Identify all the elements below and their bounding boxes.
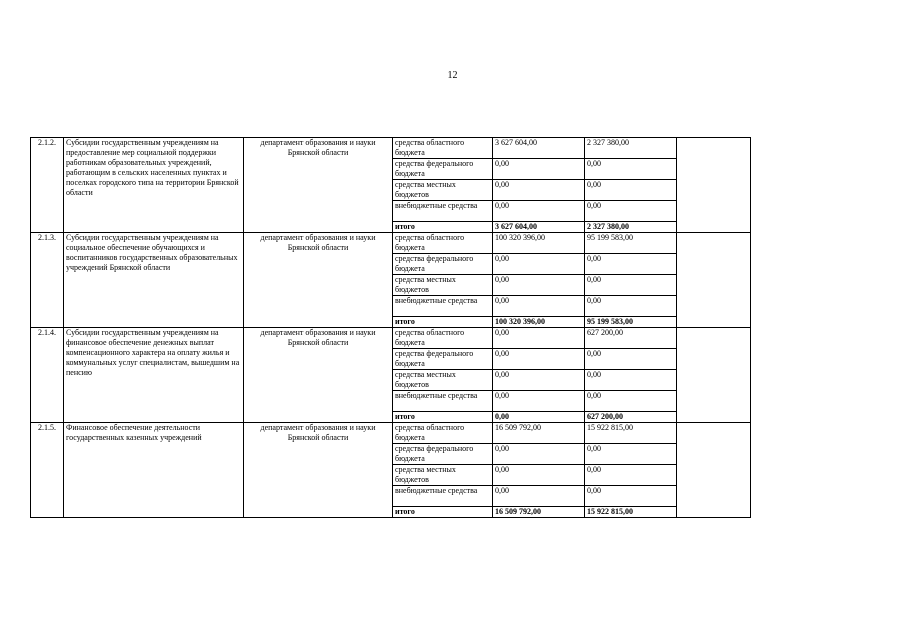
amount-year-1: 16 509 792,00	[493, 423, 585, 444]
total-label: итого	[393, 317, 493, 328]
funding-source: средства областного бюджета	[393, 138, 493, 159]
table-row	[31, 138, 751, 159]
item-name: Финансовое обеспечение деятельности государственных казенных учреждений	[64, 423, 244, 518]
amount-year-2: 0,00	[585, 444, 677, 465]
total-year-2: 2 327 380,00	[585, 222, 677, 233]
funding-source: внебюджетные средства	[393, 201, 493, 222]
funding-source: средства местных бюджетов	[393, 465, 493, 486]
amount-year-2: 0,00	[585, 296, 677, 317]
funding-source: средства областного бюджета	[393, 423, 493, 444]
responsible-organization: департамент образования и науки Брянской области	[244, 138, 393, 233]
item-name: Субсидии государственным учреждениям на финансовое обеспечение денежных выплат компенсационного характера на оплату жилья и коммунальных услуг специалистам, вышедшим на пенсию	[64, 328, 244, 423]
empty-cell	[677, 328, 751, 423]
page-number: 12	[447, 70, 458, 81]
funding-source: внебюджетные средства	[393, 486, 493, 507]
total-year-1: 16 509 792,00	[493, 507, 585, 518]
funding-source: средства местных бюджетов	[393, 275, 493, 296]
amount-year-1: 0,00	[493, 370, 585, 391]
total-year-1: 0,00	[493, 412, 585, 423]
amount-year-1: 0,00	[493, 296, 585, 317]
amount-year-1: 0,00	[493, 349, 585, 370]
funding-source: внебюджетные средства	[393, 391, 493, 412]
responsible-organization: департамент образования и науки Брянской области	[244, 328, 393, 423]
amount-year-2: 0,00	[585, 180, 677, 201]
amount-year-2: 15 922 815,00	[585, 423, 677, 444]
amount-year-1: 0,00	[493, 254, 585, 275]
amount-year-1: 0,00	[493, 444, 585, 465]
amount-year-1: 0,00	[493, 391, 585, 412]
funding-source: внебюджетные средства	[393, 296, 493, 317]
amount-year-1: 0,00	[493, 465, 585, 486]
amount-year-2: 0,00	[585, 391, 677, 412]
amount-year-1: 0,00	[493, 180, 585, 201]
funding-source: средства федерального бюджета	[393, 349, 493, 370]
table-row	[31, 233, 751, 254]
empty-cell	[677, 138, 751, 233]
amount-year-1: 100 320 396,00	[493, 233, 585, 254]
total-label: итого	[393, 412, 493, 423]
total-year-1: 3 627 604,00	[493, 222, 585, 233]
amount-year-2: 95 199 583,00	[585, 233, 677, 254]
total-year-1: 100 320 396,00	[493, 317, 585, 328]
total-year-2: 627 200,00	[585, 412, 677, 423]
amount-year-2: 0,00	[585, 159, 677, 180]
empty-cell	[677, 233, 751, 328]
amount-year-2: 0,00	[585, 465, 677, 486]
funding-source: средства местных бюджетов	[393, 180, 493, 201]
total-label: итого	[393, 507, 493, 518]
amount-year-2: 0,00	[585, 349, 677, 370]
item-number: 2.1.2.	[31, 138, 64, 233]
table-row	[31, 328, 751, 349]
table-row	[31, 423, 751, 444]
amount-year-2: 0,00	[585, 201, 677, 222]
amount-year-2: 0,00	[585, 275, 677, 296]
funding-source: средства областного бюджета	[393, 233, 493, 254]
amount-year-2: 0,00	[585, 486, 677, 507]
responsible-organization: департамент образования и науки Брянской области	[244, 233, 393, 328]
funding-source: средства федерального бюджета	[393, 444, 493, 465]
item-name: Субсидии государственным учреждениям на социальное обеспечение обучающихся и воспитанников государственных образовательных учреждений Брянской области	[64, 233, 244, 328]
amount-year-2: 627 200,00	[585, 328, 677, 349]
item-name: Субсидии государственным учреждениям на предоставление мер социальной поддержки работникам образовательных учреждений, работающим в сельских населенных пунктах и поселках городского типа на территории Брянской области	[64, 138, 244, 233]
amount-year-1: 0,00	[493, 486, 585, 507]
total-label: итого	[393, 222, 493, 233]
total-year-2: 95 199 583,00	[585, 317, 677, 328]
item-number: 2.1.5.	[31, 423, 64, 518]
item-number: 2.1.4.	[31, 328, 64, 423]
funding-source: средства федерального бюджета	[393, 159, 493, 180]
funding-source: средства местных бюджетов	[393, 370, 493, 391]
amount-year-2: 2 327 380,00	[585, 138, 677, 159]
item-number: 2.1.3.	[31, 233, 64, 328]
amount-year-1: 0,00	[493, 328, 585, 349]
amount-year-2: 0,00	[585, 370, 677, 391]
budget-table	[30, 137, 751, 518]
amount-year-1: 0,00	[493, 201, 585, 222]
funding-source: средства областного бюджета	[393, 328, 493, 349]
amount-year-2: 0,00	[585, 254, 677, 275]
total-year-2: 15 922 815,00	[585, 507, 677, 518]
empty-cell	[677, 423, 751, 518]
funding-source: средства федерального бюджета	[393, 254, 493, 275]
amount-year-1: 3 627 604,00	[493, 138, 585, 159]
responsible-organization: департамент образования и науки Брянской области	[244, 423, 393, 518]
amount-year-1: 0,00	[493, 275, 585, 296]
amount-year-1: 0,00	[493, 159, 585, 180]
